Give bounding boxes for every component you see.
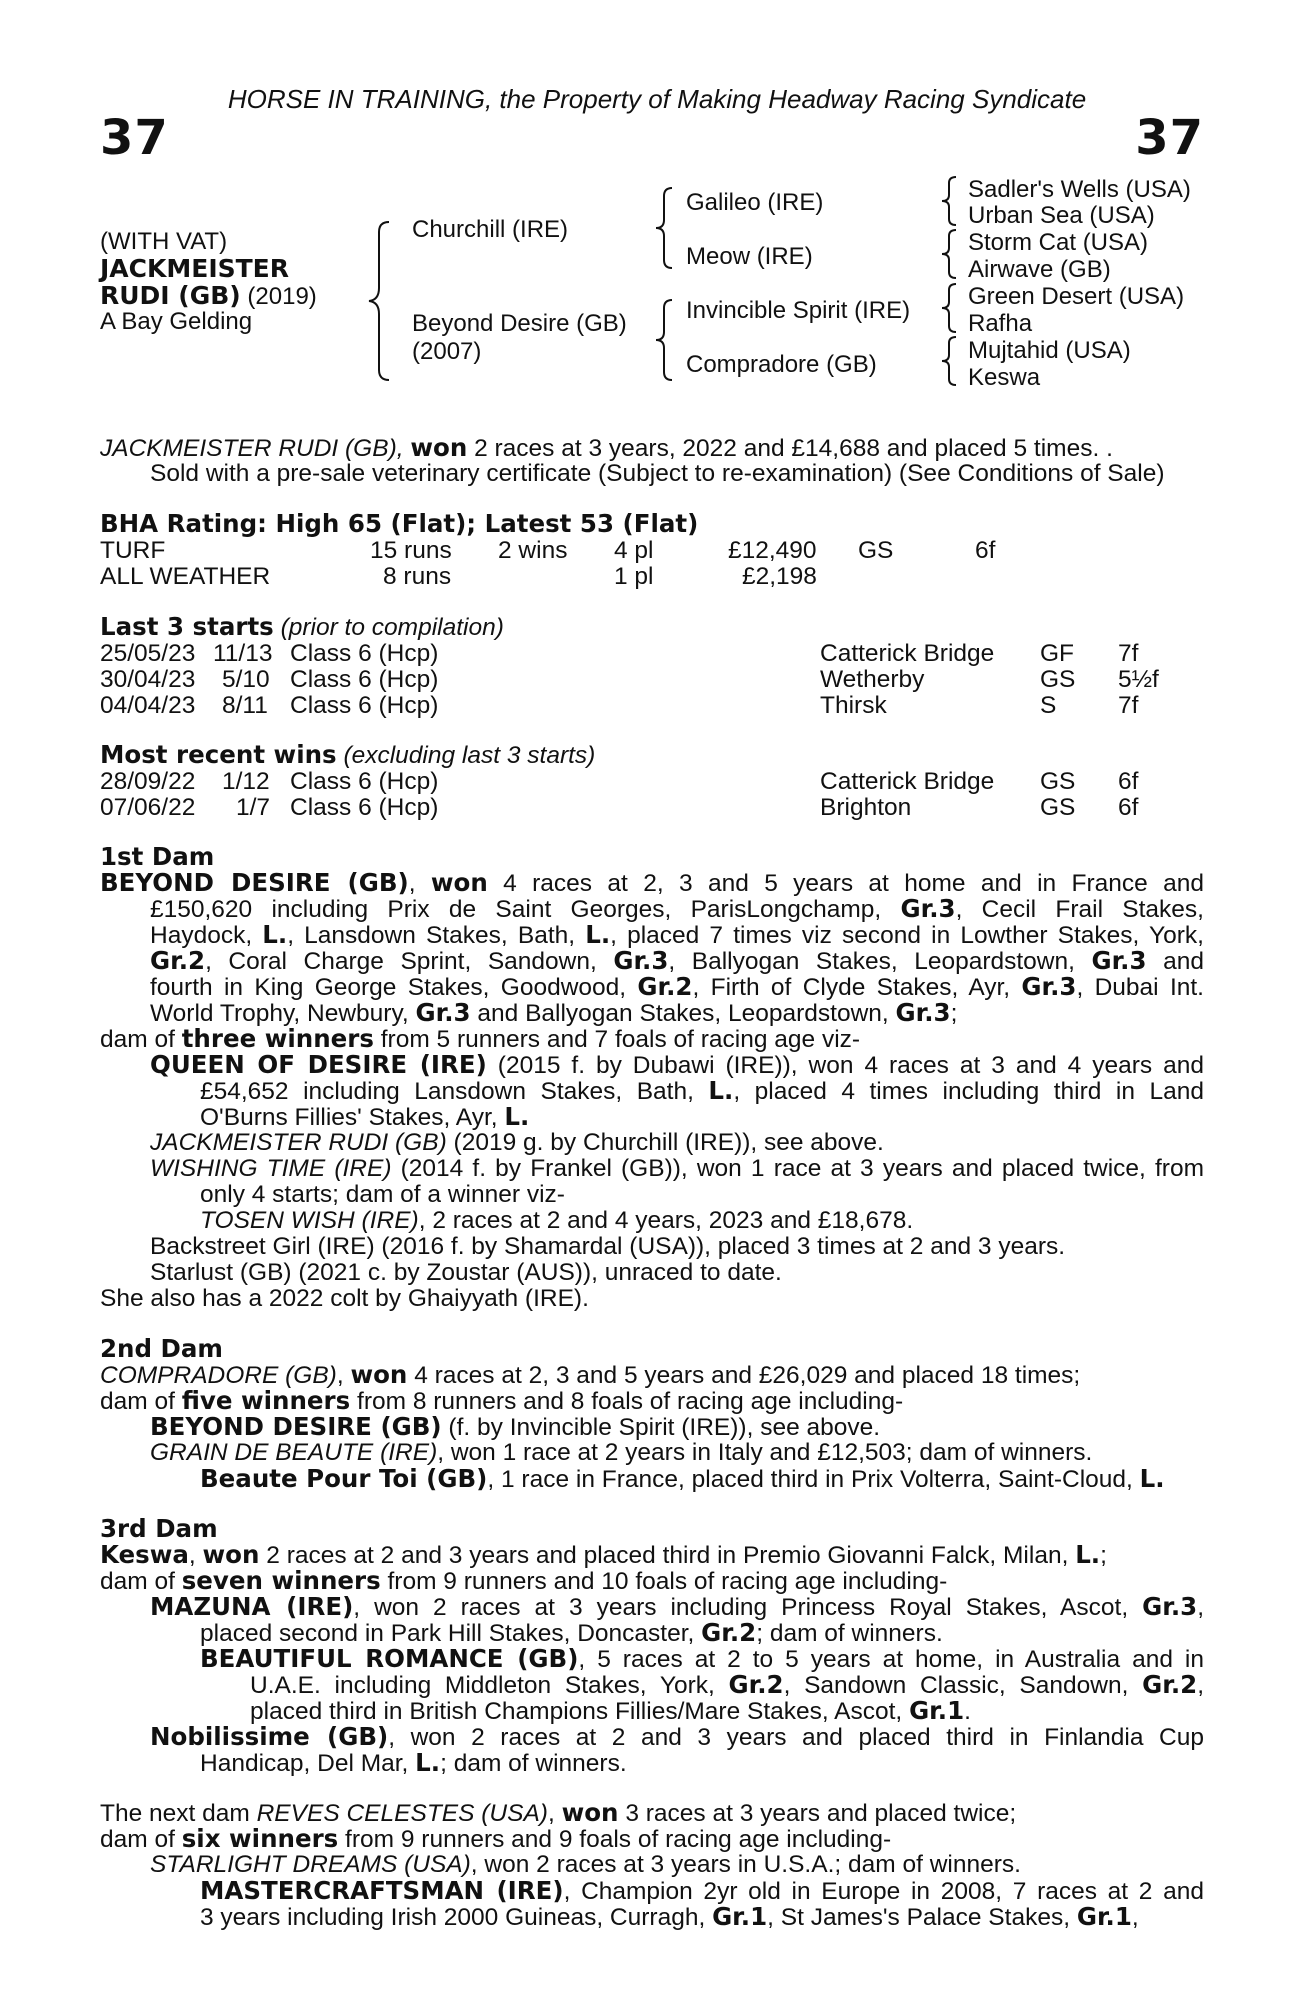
pedigree-sire-sire: Galileo (IRE)	[686, 189, 824, 216]
pedigree-gen3-1: Sadler's Wells (USA)	[968, 176, 1191, 203]
starlust: Starlust (GB) (2021 c. by Zoustar (AUS)), unraced to date.	[150, 1259, 782, 1286]
horse-year: (2019)	[247, 283, 317, 310]
pedigree-brace-3	[652, 298, 676, 382]
mazuna-2: placed second in Park Hill Stakes, Doncaster, Gr.2; dam of winners.	[200, 1618, 943, 1647]
dam1-line-1: BEYOND DESIRE (GB), won 4 races at 2, 3 and 5 years at home and in France and	[100, 868, 1204, 897]
nobilissime-1: Nobilissime (GB), won 2 races at 2 and 3 years and placed third in Finlandia Cup	[150, 1722, 1205, 1751]
starlight-dreams: STARLIGHT DREAMS (USA), won 2 races at 3 years in U.S.A.; dam of winners.	[150, 1851, 1021, 1878]
lot-number-left: 37	[100, 110, 169, 166]
beautiful-romance-1: BEAUTIFUL ROMANCE (GB), 5 races at 2 to 5 years at home, in Australia and in	[200, 1644, 1204, 1673]
mastercraftsman-1: MASTERCRAFTSMAN (IRE), Champion 2yr old in Europe in 2008, 7 races at 2 and	[200, 1876, 1204, 1905]
dam3-line-2: dam of seven winners from 9 runners and 10 foals of racing age including-	[100, 1566, 948, 1595]
beautiful-romance-2: U.A.E. including Middleton Stakes, York, Gr.2, Sandown Classic, Sandown, Gr.2,	[250, 1670, 1204, 1699]
dam1-line-4: Gr.2, Coral Charge Sprint, Sandown, Gr.3, Ballyogan Stakes, Leopardstown, Gr.3 and	[150, 946, 1204, 975]
race-summary: JACKMEISTER RUDI (GB), won 2 races at 3 years, 2022 and £14,688 and placed 5 times. .	[100, 433, 1113, 462]
mazuna-1: MAZUNA (IRE), won 2 races at 3 years including Princess Royal Stakes, Ascot, Gr.3,	[150, 1592, 1204, 1621]
queen-of-desire-3: O'Burns Fillies' Stakes, Ayr, L.	[200, 1102, 530, 1131]
lot-number-right: 37	[1135, 110, 1204, 166]
wishing-time-1: WISHING TIME (IRE) (2014 f. by Frankel (GB)), won 1 race at 3 years and placed twice, from	[150, 1155, 1204, 1182]
last3-title: Last 3 starts (prior to compilation)	[100, 612, 504, 641]
horse-name-2: RUDI (GB)	[100, 281, 241, 310]
pedigree-brace-2	[652, 186, 676, 270]
pedigree-dam-year: (2007)	[412, 338, 482, 365]
summary-name: JACKMEISTER RUDI (GB),	[100, 435, 404, 462]
pedigree-brace-6	[938, 282, 960, 334]
next-dam-line-2: dam of six winners from 9 runners and 9 foals of racing age including-	[100, 1824, 892, 1853]
dam1-line-6: World Trophy, Newbury, Gr.3 and Ballyogan Stakes, Leopardstown, Gr.3;	[150, 998, 958, 1027]
pedigree-sire-dam: Meow (IRE)	[686, 243, 813, 270]
nobilissime-2: Handicap, Del Mar, L.; dam of winners.	[200, 1748, 627, 1777]
bha-rating-title: BHA Rating: High 65 (Flat); Latest 53 (Flat)	[100, 509, 699, 538]
pedigree-brace-5	[938, 228, 960, 280]
pedigree-gen3-2: Urban Sea (USA)	[968, 202, 1155, 229]
backstreet-girl: Backstreet Girl (IRE) (2016 f. by Shamardal (USA)), placed 3 times at 2 and 3 years.	[150, 1233, 1066, 1260]
pedigree-gen3-4: Airwave (GB)	[968, 256, 1111, 283]
dam1-title: 1st Dam	[100, 842, 215, 871]
pedigree-gen3-6: Rafha	[968, 310, 1033, 337]
pedigree-brace-4	[938, 175, 960, 227]
pedigree-gen3-3: Storm Cat (USA)	[968, 229, 1149, 256]
pedigree-sire: Churchill (IRE)	[412, 216, 569, 243]
dam1-line-5: fourth in King George Stakes, Goodwood, Gr.2, Firth of Clyde Stakes, Ayr, Gr.3, Dubai Int.	[150, 972, 1204, 1001]
dam3-title: 3rd Dam	[100, 1514, 218, 1543]
mastercraftsman-2: 3 years including Irish 2000 Guineas, Curragh, Gr.1, St James's Palace Stakes, Gr.1,	[200, 1902, 1139, 1931]
pedigree-gen3-7: Mujtahid (USA)	[968, 337, 1131, 364]
beautiful-romance-3: placed third in British Champions Fillies/Mare Stakes, Ascot, Gr.1.	[250, 1696, 971, 1725]
tosen-wish: TOSEN WISH (IRE), 2 races at 2 and 4 years, 2023 and £18,678.	[200, 1207, 914, 1234]
dam1-line-3: Haydock, L., Lansdown Stakes, Bath, L., placed 7 times viz second in Lowther Stakes, York,	[150, 920, 1204, 949]
dam1-line-7: dam of three winners from 5 runners and 7 foals of racing age viz-	[100, 1024, 861, 1053]
pedigree-gen3-8: Keswa	[968, 364, 1041, 391]
wishing-time-2: only 4 starts; dam of a winner viz-	[200, 1181, 565, 1208]
pedigree-brace-1	[365, 220, 395, 382]
dam2-title: 2nd Dam	[100, 1334, 223, 1363]
dam2-grain-de-beaute: GRAIN DE BEAUTE (IRE), won 1 race at 2 years in Italy and £12,503; dam of winners.	[150, 1439, 1093, 1466]
pedigree-brace-7	[938, 335, 960, 387]
dam3-line-1: Keswa, won 2 races at 2 and 3 years and placed third in Premio Giovanni Falck, Milan, L.;	[100, 1540, 1107, 1569]
queen-of-desire-2: £54,652 including Lansdown Stakes, Bath, L., placed 4 times including third in Land	[200, 1076, 1204, 1105]
vat-label: (WITH VAT)	[100, 228, 228, 255]
sale-note: Sold with a pre-sale veterinary certificate (Subject to re-examination) (See Conditions of Sale)	[150, 460, 1165, 487]
pedigree-dam-dam: Compradore (GB)	[686, 351, 877, 378]
dam2-line-2: dam of five winners from 8 runners and 8 foals of racing age including-	[100, 1386, 904, 1415]
next-dam-line-1: The next dam REVES CELESTES (USA), won 3 races at 3 years and placed twice;	[100, 1798, 1017, 1827]
dam2-beyond-desire: BEYOND DESIRE (GB) (f. by Invincible Spirit (IRE)), see above.	[150, 1412, 881, 1441]
pedigree-gen3-5: Green Desert (USA)	[968, 283, 1185, 310]
horse-name-1: JACKMEISTER	[100, 254, 290, 283]
pedigree-dam: Beyond Desire (GB)	[412, 310, 627, 337]
dam2-beaute-pour-toi: Beaute Pour Toi (GB), 1 race in France, placed third in Prix Volterra, Saint-Cloud, L.	[200, 1464, 1165, 1493]
horse-description: A Bay Gelding	[100, 308, 253, 335]
dam1-line-2: £150,620 including Prix de Saint Georges, ParisLongchamp, Gr.3, Cecil Frail Stakes,	[150, 894, 1204, 923]
page-header: HORSE IN TRAINING, the Property of Making Headway Racing Syndicate	[227, 84, 1087, 114]
queen-of-desire-1: QUEEN OF DESIRE (IRE) (2015 f. by Dubawi (IRE)), won 4 races at 3 and 4 years and	[150, 1050, 1204, 1079]
pedigree-dam-sire: Invincible Spirit (IRE)	[686, 297, 911, 324]
horse-name-2-line	[100, 281, 317, 311]
recent-wins-title: Most recent wins (excluding last 3 starts)	[100, 740, 596, 769]
dam1-also: She also has a 2022 colt by Ghaiyyath (IRE).	[100, 1285, 589, 1312]
dam2-line-1: COMPRADORE (GB), won 4 races at 2, 3 and 5 years and £26,029 and placed 18 times;	[100, 1360, 1081, 1389]
jackmeister-entry: JACKMEISTER RUDI (GB) (2019 g. by Churchill (IRE)), see above.	[150, 1129, 884, 1156]
